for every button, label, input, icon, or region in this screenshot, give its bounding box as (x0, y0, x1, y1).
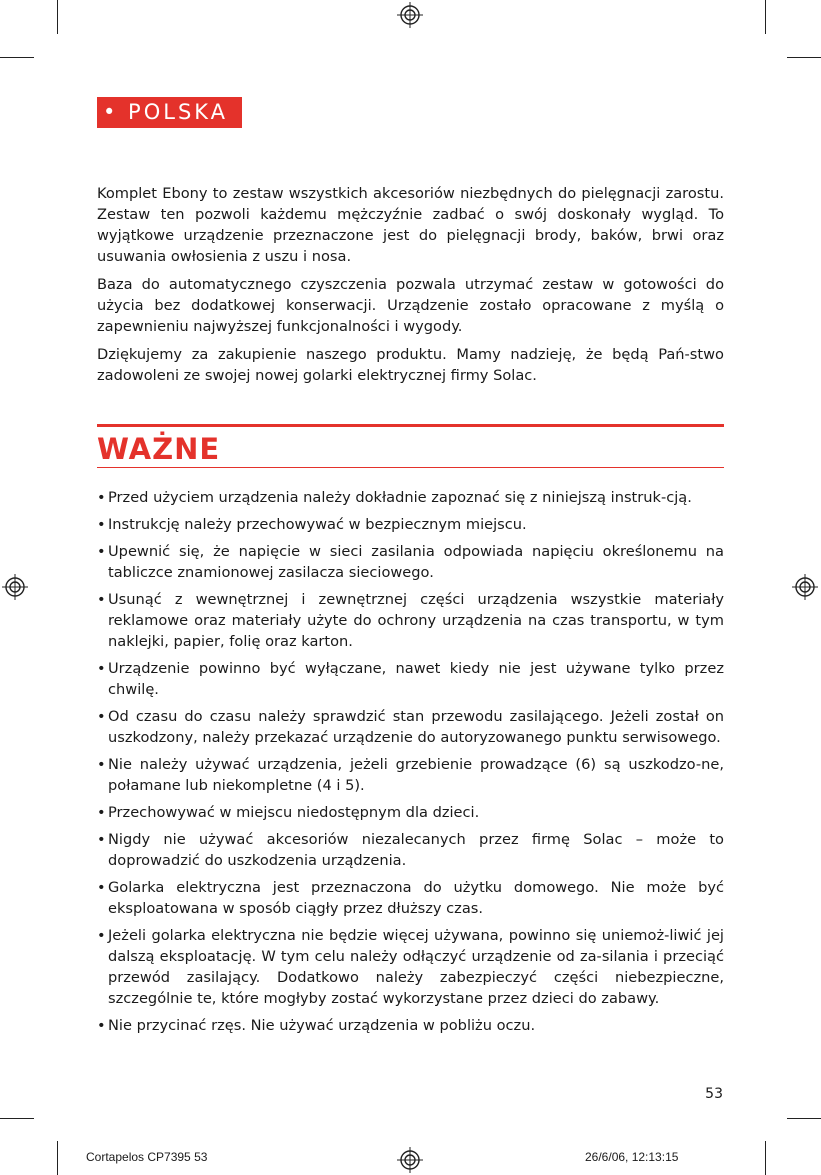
crop-mark-right-top (787, 57, 821, 58)
list-item: • Od czasu do czasu należy sprawdzić stan przewodu zasilającego. Jeżeli został on uszkodzony, należy przekazać urządzenie do autoryzowanego punktu serwisowego. (97, 706, 724, 748)
section-divider-bottom (97, 467, 724, 468)
page-number: 53 (705, 1086, 723, 1102)
registration-mark-bottom-icon (397, 1147, 423, 1173)
crop-mark-left-bottom (0, 1118, 34, 1119)
intro-paragraph: Dziękujemy za zakupienie naszego produktu. Mamy nadzieję, że będą Pań-stwo zadowoleni ze swojej nowej golarki elektrycznej firmy Solac. (97, 346, 724, 384)
list-item: • Nie przycinać rzęs. Nie używać urządzenia w pobliżu oczu. (97, 1015, 724, 1036)
crop-mark-bottom-left (57, 1141, 58, 1175)
crop-mark-top-left (57, 0, 58, 34)
list-item: • Przed użyciem urządzenia należy dokładnie zapoznać się z niniejszą instruk-cją. (97, 487, 724, 508)
list-item: • Nigdy nie używać akcesoriów niezalecanych przez firmę Solac – może to doprowadzić do uszkodzenia urządzenia. (97, 829, 724, 871)
intro-section (97, 183, 724, 393)
intro-paragraph: Komplet Ebony to zestaw wszystkich akcesoriów niezbędnych do pielęgnacji zarostu. Zestaw ten pozwoli każdemu mężczyźnie zadbać o swój doskonały wygląd. To wyjątkowe urządzenie przeznaczone jest do pielęgnacji brody, baków, brwi oraz usuwania owłosienia z uszu i nosa. (97, 185, 724, 265)
list-item: • Usunąć z wewnętrznej i zewnętrznej części urządzenia wszystkie materiały reklamowe oraz materiały użyte do ochrony urządzenia na czas transportu, w tym naklejki, papier, folię oraz karton. (97, 589, 724, 652)
crop-mark-right-bottom (787, 1118, 821, 1119)
section-divider-top (97, 424, 724, 427)
list-item: • Urządzenie powinno być wyłączane, nawet kiedy nie jest używane tylko przez chwilę. (97, 658, 724, 700)
important-list (97, 487, 724, 1042)
list-item: • Upewnić się, że napięcie w sieci zasilania odpowiada napięciu określonemu na tabliczce znamionowej zasilacza sieciowego. (97, 541, 724, 583)
intro-paragraph: Baza do automatycznego czyszczenia pozwala utrzymać zestaw w gotowości do użycia bez dodatkowej konserwacji. Urządzenie zostało opracowane z myślą o zapewnieniu najwyższej funkcjonalności i wygody. (97, 276, 724, 335)
language-tab: • POLSKA (97, 97, 242, 128)
list-item: • Instrukcję należy przechowywać w bezpiecznym miejscu. (97, 514, 724, 535)
registration-mark-right-icon (792, 574, 818, 600)
registration-mark-top-icon (397, 2, 423, 28)
list-item: • Nie należy używać urządzenia, jeżeli grzebienie prowadzące (6) są uszkodzo-ne, połamane lub niekompletne (4 i 5). (97, 754, 724, 796)
crop-mark-bottom-right (765, 1141, 766, 1175)
section-title-important: WAŻNE (97, 432, 221, 466)
registration-mark-left-icon (2, 574, 28, 600)
list-item: • Przechowywać w miejscu niedostępnym dla dzieci. (97, 802, 724, 823)
crop-mark-left-top (0, 57, 34, 58)
crop-mark-top-right (765, 0, 766, 34)
list-item: • Golarka elektryczna jest przeznaczona do użytku domowego. Nie może być eksploatowana w sposób ciągły przez dłuższy czas. (97, 877, 724, 919)
list-item: • Jeżeli golarka elektryczna nie będzie więcej używana, powinno się uniemoż-liwić jej dalszą eksploatację. W tym celu należy odłączyć urządzenie od za-silania i przeciąć przewód zasilający. Dodatkowo należy zabezpieczyć części niebezpieczne, szczególnie te, które mogłyby zostać wykorzystane przez dzieci do zabawy. (97, 925, 724, 1009)
footer-timestamp: 26/6/06, 12:13:15 (585, 1150, 679, 1164)
footer-file-label: Cortapelos CP7395 53 (86, 1150, 208, 1164)
